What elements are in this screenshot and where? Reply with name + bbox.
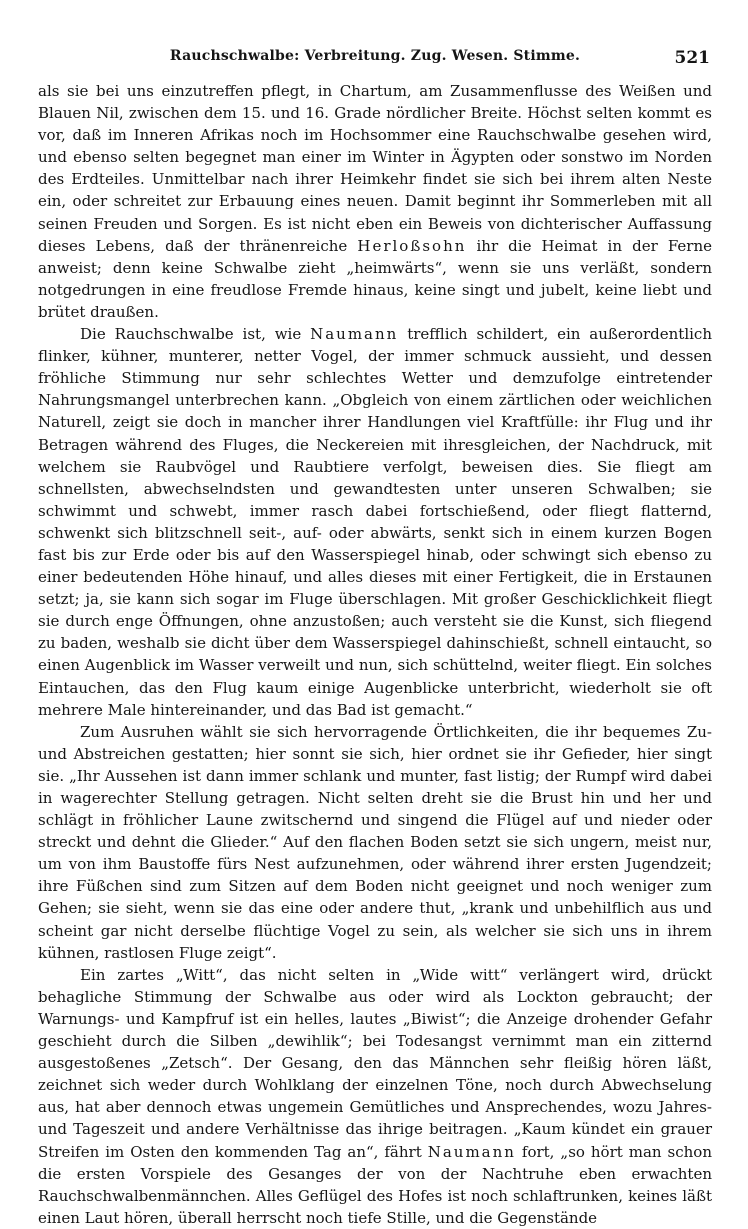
paragraph-4: Ein zartes „Witt“, das nicht selten in „Wide witt“ verlängert wird, drückt behagliche Stimmung der Schwalbe aus oder wird als Lockton gebraucht; der Warnungs- und Kampfruf ist ein helles, lautes „Biwist“; die Anzeige drohender Gefahr geschieht durch die Silben „dewihlik“; bei Todesangst vernimmt man ein zitternd ausgestoßenes „Zetsch“. Der Gesang, den das Männchen sehr fleißig hören läßt, zeichnet sich weder durch Wohlklang der einzelnen Töne, noch durch Abwechselung aus, hat aber dennoch etwas ungemein Gemütliches und Ansprechendes, wozu Jahres- und Tageszeit und andere Verhältnisse das ihrige beitragen. „Kaum kündet ein grauer Streifen im Osten den kommenden Tag an“, fährt Naumann fort, „so hört man schon die ersten Vorspiele des Gesanges der von der Nachtruhe eben erwachten Rauchschwalbenmännchen. Alles Geflügel des Hofes ist noch schlaftrunken, keines läßt einen Laut hören, überall herrscht noch tiefe Stille, und die Gegenstände [38, 965, 712, 1227]
paragraph-1: als sie bei uns einzutreffen pflegt, in Chartum, am Zusammenflusse des Weißen und Blauen Nil, zwischen dem 15. und 16. Grade nördlicher Breite. Höchst selten kommt es vor, daß im Inneren Afrikas noch im Hochsommer eine Rauchschwalbe gesehen wird, und ebenso selten begegnet man einer im Winter in Ägypten oder sonstwo im Norden des Erdteiles. Unmittelbar nach ihrer Heimkehr findet sie sich bei ihrem alten Neste ein, oder schreitet zur Erbauung eines neuen. Damit beginnt ihr Sommerleben mit all seinen Freuden und Sorgen. Es ist nicht eben ein Beweis von dichterischer Auffassung dieses Lebens, daß der thränenreiche Herloßsohn ihr die Heimat in der Ferne anweist; denn keine Schwalbe zieht „heimwärts“, wenn sie uns verläßt, sondern notgedrungen in eine freudlose Fremde hinaus, keine singt und jubelt, keine liebt und brütet draußen. [38, 82, 712, 321]
page-number: 521 [674, 48, 710, 68]
header-title: Rauchschwalbe: Verbreitung. Zug. Wesen. Stimme. [169, 48, 581, 64]
author-name-naumann-2: Naumann [427, 1142, 516, 1161]
running-header [40, 48, 710, 72]
paragraph-2: Die Rauchschwalbe ist, wie Naumann trefflich schildert, ein außerordentlich flinker, kühner, munterer, netter Vogel, der immer schmuck aussieht, und dessen fröhliche Stimmung nur sehr schlechtes Wetter und demzufolge eintretender Nahrungsmangel unterbrechen kann. „Obgleich von einem zärtlichen oder weichlichen Naturell, zeigt sie doch in mancher ihrer Handlungen viel Kraftfülle: ihr Flug und ihr Betragen während des Fluges, die Neckereien mit ihresgleichen, der Nachdruck, mit welchem sie Raubvögel und Raubtiere verfolgt, beweisen dies. Sie fliegt am schnellsten, abwechselndsten und gewandtesten unter unseren Schwalben; sie schwimmt und schwebt, immer rasch dabei fortschießend, oder fliegt flatternd, schwenkt sich blitzschnell seit-, auf- oder abwärts, senkt sich in einem kurzen Bogen fast bis zur Erde oder bis auf den Wasserspiegel hinab, oder schwingt sich ebenso zu einer bedeutenden Höhe hinauf, und alles dieses mit einer Fertigkeit, die in Erstaunen setzt; ja, sie kann sich sogar im Fluge überschlagen. Mit großer Geschicklichkeit fliegt sie durch enge Öffnungen, ohne anzustoßen; auch versteht sie die Kunst, sich fliegend zu baden, weshalb sie dicht über dem Wasserspiegel dahinschießt, schnell eintaucht, so einen Augenblick im Wasser verweilt und nun, sich schüttelnd, weiter fliegt. Ein solches Eintauchen, das den Flug kaum einige Augenblicke unterbricht, wiederholt sie oft mehrere Male hintereinander, und das Bad ist gemacht.“ [38, 325, 712, 719]
paragraph-3: Zum Ausruhen wählt sie sich hervorragende Örtlichkeiten, die ihr bequemes Zu- und Abstreichen gestatten; hier sonnt sie sich, hier ordnet sie ihr Gefieder, hier singt sie. „Ihr Aussehen ist dann immer schlank und munter, fast listig; der Rumpf wird dabei in wagerechter Stellung getragen. Nicht selten dreht sie die Brust hin und her und schlägt in fröhlicher Laune zwitschernd und singend die Flügel auf und nieder oder streckt und dehnt die Glieder.“ Auf den flachen Boden setzt sie sich ungern, meist nur, um von ihm Baustoffe fürs Nest aufzunehmen, oder während ihrer ersten Jugendzeit; ihre Füßchen sind zum Sitzen auf dem Boden nicht geeignet und noch weniger zum Gehen; sie sieht, wenn sie das eine oder andere thut, „krank und unbehilflich aus und scheint gar nicht derselbe flüchtige Vogel zu sein, als welcher sie sich uns in ihrem kühnen, rastlosen Fluge zeigt“. [38, 722, 712, 962]
author-name-naumann: Naumann [310, 325, 399, 344]
body-text [38, 80, 712, 1227]
author-name-herlossohn: Herloßsohn [357, 236, 467, 255]
